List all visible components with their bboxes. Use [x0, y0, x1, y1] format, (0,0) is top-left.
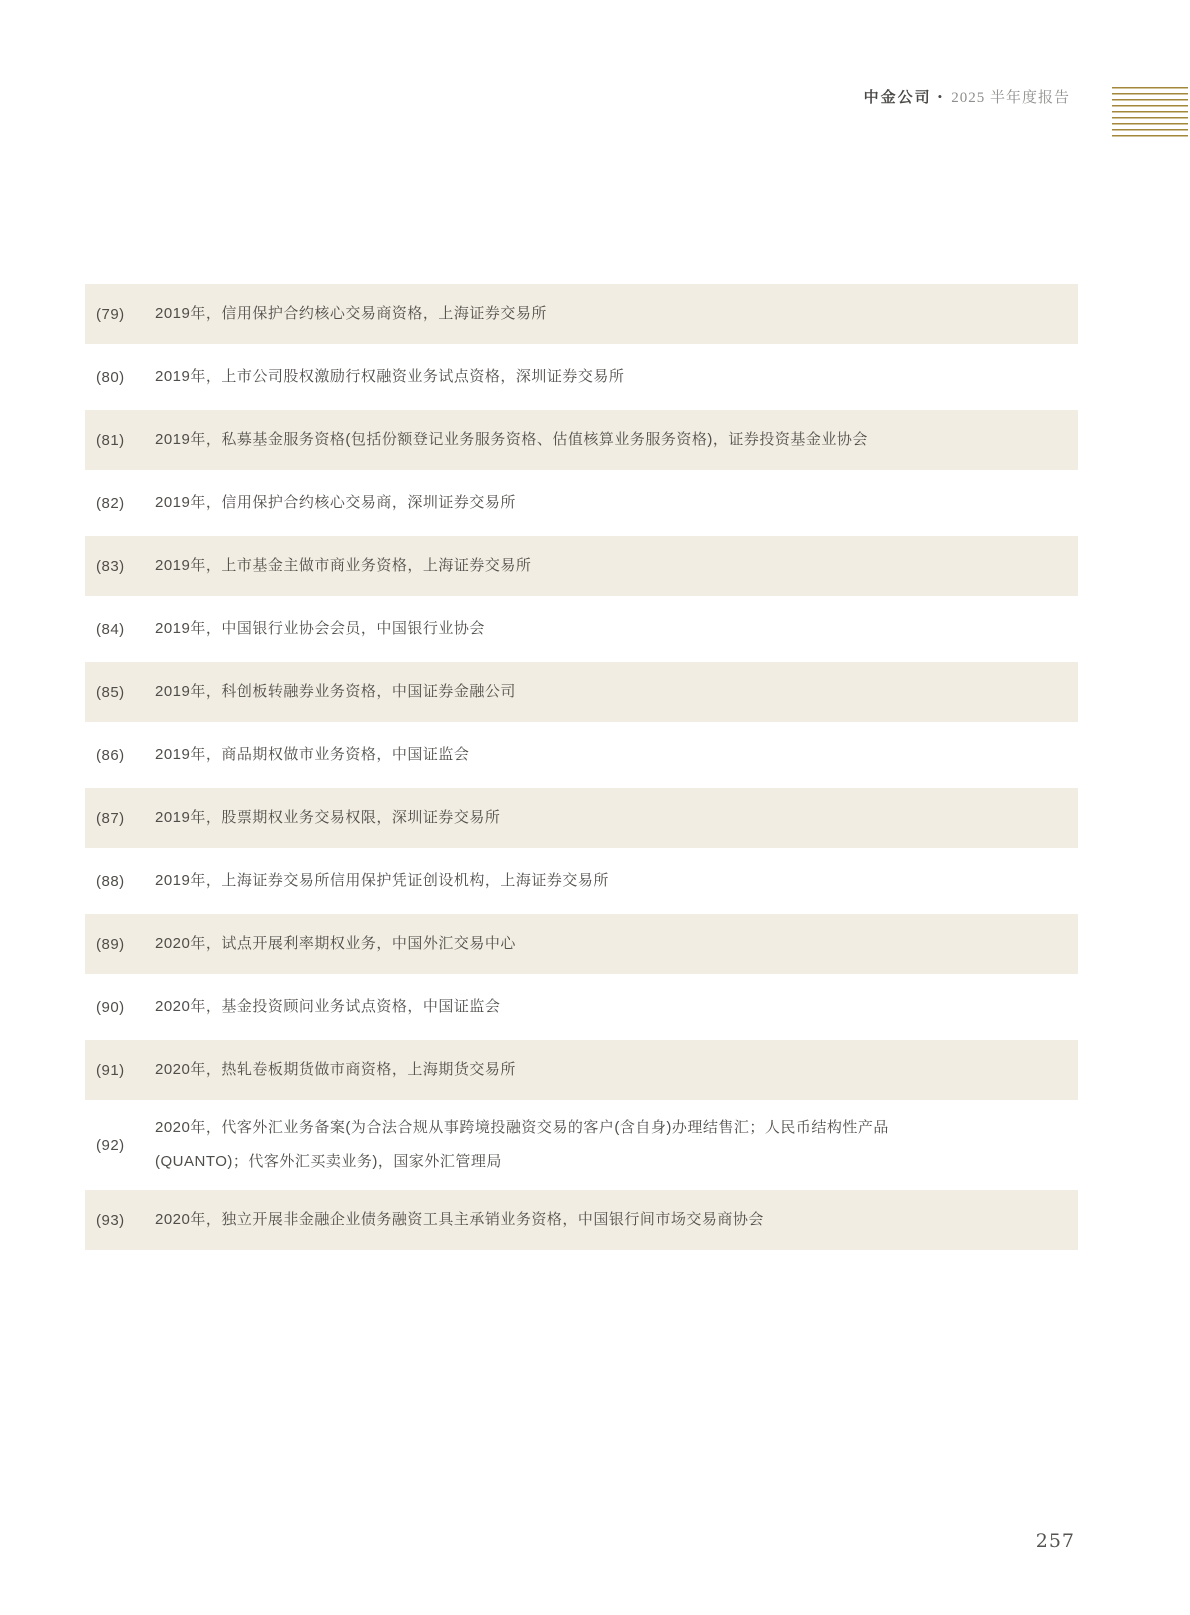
- list-row: [85, 410, 1078, 470]
- gold-lines-decoration-icon: [1112, 87, 1188, 137]
- row-text-line: 2020年，独立开展非金融企业债务融资工具主承销业务资格，中国银行间市场交易商协会: [155, 1211, 764, 1228]
- list-row: [85, 1100, 1078, 1190]
- row-text: [155, 990, 1078, 1024]
- list-row: [85, 1040, 1078, 1100]
- header-bullet-icon: •: [937, 89, 944, 104]
- row-text: [155, 423, 1078, 457]
- row-number: (92): [96, 1136, 125, 1154]
- row-number: (89): [96, 935, 125, 953]
- row-number: (87): [96, 809, 125, 827]
- row-number: (83): [96, 557, 125, 575]
- list-row: [85, 284, 1078, 344]
- row-text-line: 2019年，股票期权业务交易权限，深圳证券交易所: [155, 809, 501, 826]
- row-text-line: 2020年，基金投资顾问业务试点资格，中国证监会: [155, 998, 501, 1015]
- row-text: [155, 801, 1078, 835]
- list-row: [85, 470, 1078, 536]
- report-title: 2025 半年度报告: [951, 90, 1070, 106]
- row-text-line: 2019年，私募基金服务资格(包括份额登记业务服务资格、估值核算业务服务资格)，证券投资基金业协会: [155, 431, 868, 448]
- list-row: [85, 974, 1078, 1040]
- row-number: (80): [96, 368, 125, 386]
- list-row: [85, 536, 1078, 596]
- page-number: 257: [1035, 1530, 1075, 1552]
- row-text: [155, 612, 1078, 646]
- row-number: (79): [96, 305, 125, 323]
- row-number: (91): [96, 1061, 125, 1079]
- row-number: (85): [96, 683, 125, 701]
- row-number: (88): [96, 872, 125, 890]
- row-number: (90): [96, 998, 125, 1016]
- row-text: [155, 927, 1078, 961]
- row-text-line: 2019年，科创板转融券业务资格，中国证券金融公司: [155, 683, 516, 700]
- list-row: [85, 596, 1078, 662]
- row-text-line: 2020年，代客外汇业务备案(为合法合规从事跨境投融资交易的客户(含自身)办理结售汇；人民币结构性产品: [155, 1119, 889, 1136]
- row-text-line: 2020年，热轧卷板期货做市商资格，上海期货交易所: [155, 1061, 516, 1078]
- row-text-line: 2019年，上市基金主做市商业务资格，上海证券交易所: [155, 557, 532, 574]
- row-text: [155, 675, 1078, 709]
- list-row: [85, 662, 1078, 722]
- row-text: [155, 360, 1078, 394]
- row-text-line: 2019年，中国银行业协会会员，中国银行业协会: [155, 620, 485, 637]
- row-text: [155, 1203, 1078, 1237]
- row-text: [155, 738, 1078, 772]
- list-row: [85, 788, 1078, 848]
- list-row: [85, 1190, 1078, 1250]
- row-text: [155, 297, 1078, 331]
- row-text-line: 2019年，信用保护合约核心交易商，深圳证券交易所: [155, 494, 516, 511]
- row-number: (84): [96, 620, 125, 638]
- list-row: [85, 914, 1078, 974]
- row-number: (81): [96, 431, 125, 449]
- row-number: (86): [96, 746, 125, 764]
- row-text-line: 2019年，商品期权做市业务资格，中国证监会: [155, 746, 470, 763]
- row-text-line: 2019年，信用保护合约核心交易商资格，上海证券交易所: [155, 305, 547, 322]
- row-number: (93): [96, 1211, 125, 1229]
- page-header: [864, 86, 1070, 107]
- list-row: [85, 722, 1078, 788]
- company-name: 中金公司: [863, 90, 932, 106]
- row-text: [155, 1053, 1078, 1087]
- row-text: [155, 486, 1078, 520]
- row-text-line: (QUANTO)；代客外汇买卖业务)，国家外汇管理局: [155, 1153, 502, 1170]
- list-row: [85, 344, 1078, 410]
- row-text-line: 2020年，试点开展利率期权业务，中国外汇交易中心: [155, 935, 516, 952]
- row-text: [155, 1111, 1078, 1179]
- row-text: [155, 549, 1078, 583]
- row-text: [155, 864, 1078, 898]
- list-row: [85, 848, 1078, 914]
- row-number: (82): [96, 494, 125, 512]
- qualification-list: [85, 284, 1078, 1250]
- row-text-line: 2019年，上海证券交易所信用保护凭证创设机构，上海证券交易所: [155, 872, 609, 889]
- row-text-line: 2019年，上市公司股权激励行权融资业务试点资格，深圳证券交易所: [155, 368, 625, 385]
